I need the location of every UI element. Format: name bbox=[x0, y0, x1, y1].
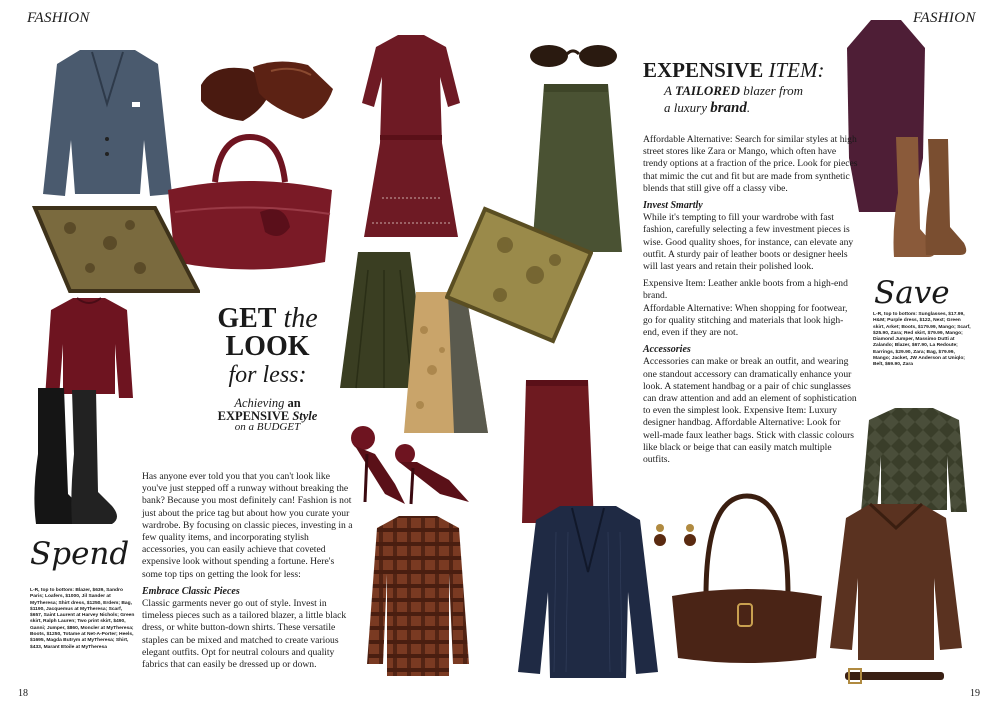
heels-image bbox=[345, 424, 473, 509]
title-the: the bbox=[276, 303, 318, 334]
title-get: GET bbox=[217, 303, 277, 334]
section-header-left: FASHION bbox=[27, 10, 90, 26]
accessories-heading: Accessories bbox=[643, 344, 691, 356]
save-label: Save bbox=[874, 275, 950, 311]
expensive-sub-c: blazer from bbox=[739, 83, 804, 98]
save-credits: L-R, top to bottom: Sunglasses, $17.99, H&M; Purple dress, $122, Next; Green skirt, Arket; Boots, $179.99, Mango; Scarf, $25.90, Zara; Red skirt, $79.99, Mango; Diamond Jumper, Massimo Dutti at Zalando; Blazer, $67.90, La Redoute; Earrings, $29.90, Zara; Bag, $79.99, Mango; Jacket, JW Anderson at Uniqlo; Belt, $69.90, Zara bbox=[873, 312, 971, 368]
alternative-paragraph: Affordable Alternative: Search for similar styles at high street stores like Zara or Mango, which often have trendy options at a fraction of the price. Look for pieces that mimic the cut and fit but are made from synthetic blends that still give off a classy vibe. bbox=[643, 134, 858, 194]
expensive-sub-f: . bbox=[746, 100, 751, 115]
spend-label: Spend bbox=[30, 536, 130, 572]
scarf-image bbox=[30, 203, 200, 295]
invest-paragraph: While it's tempting to fill your wardrobe with fast fashion, carefully selecting a few investment pieces is wise. Good quality shoes, for instance, can elevate any outfit. A sturdy pair of leather boots or designer heels will last years and retain their polished look. bbox=[643, 212, 854, 273]
subtitle-expensive: EXPENSIVE bbox=[217, 408, 293, 423]
blazer-image bbox=[40, 44, 175, 202]
boots-image bbox=[28, 384, 126, 532]
boots-alternative-paragraph: Affordable Alternative: When shopping for footwear, go for quality stitching and materials that look high-end, even if they are not. bbox=[643, 302, 848, 339]
expensive-sub-brand: brand bbox=[710, 100, 747, 116]
invest-heading: Invest Smartly bbox=[643, 200, 703, 212]
left-body-text bbox=[142, 471, 355, 676]
subtitle-an: an bbox=[287, 396, 301, 410]
expensive-item-title bbox=[643, 58, 843, 117]
subtitle-style: Style bbox=[292, 408, 318, 423]
pinstripe-blazer-image bbox=[516, 502, 661, 682]
title-for-less: for less: bbox=[228, 362, 307, 388]
expensive-word: EXPENSIVE bbox=[643, 58, 764, 82]
shoulder-bag-image bbox=[666, 492, 828, 664]
plaid-shirt-image bbox=[365, 514, 472, 680]
expensive-sub-d: a luxury bbox=[664, 100, 711, 115]
item-word: ITEM: bbox=[763, 58, 825, 82]
belt-image bbox=[843, 666, 946, 686]
classic-paragraph: Classic garments never go out of style. Invest in timeless pieces such as a tailored blazer, a little black dress, or white button-down shirts. These versatile staples can be mixed and matched to create various elegant outfits. Opt for neutral colours and quality fabrics that can easily be dressed up or down. bbox=[142, 598, 347, 671]
brown-jacket-image bbox=[826, 498, 966, 664]
paisley-scarf-image bbox=[445, 205, 593, 345]
feature-title bbox=[195, 305, 340, 433]
spend-credits: L-R, top to bottom: Blazer, $639, Sandro Paris; Loafers, $1000, Jil Sander at MyTheresa; Shirt dress, $1250, Erdem; Bag, $1190, Jacquemus at MyTheresa; Scarf, $657, Saint Laurent at Harvey Nichols; Green skirt, Ralph Lauren; Two print skirt, $490, Ganni; Jumper, $860, Moncler at MyTheresa; Boots, $1250, Totame at Net-A-Porter; Heels, $1695, Magda Butrym at MyTheresa; Shirt, $433, Marant Etoile at MyTheresa bbox=[30, 588, 135, 650]
cowboy-boots-image bbox=[890, 133, 970, 261]
title-look: LOOK bbox=[225, 331, 310, 362]
accessories-paragraph: Accessories can make or break an outfit, and wearing one standout accessory can dramatically enhance your look. A statement handbag or a pair of chic sunglasses can draw attention and add an element of sophistication to even the simplest look. Expensive Item: Luxury designer handbag. Affordable Alternative: Look for well-made faux leather bags. Stick with classic colours like black or beige that can easily match multiple outfits. bbox=[643, 356, 857, 466]
page-number-right: 19 bbox=[970, 688, 980, 699]
sunglasses-image bbox=[527, 42, 620, 72]
page-number-left: 18 bbox=[18, 688, 28, 699]
intro-paragraph: Has anyone ever told you that you can't look like you've just stepped off a runway without breaking the bank? Because you most definitely can! Fashion is not just about the price tag but about how you curate your wardrobe. By focusing on classic pieces, investing in a few quality items, and incorporating stylish accessories, you can easily achieve that coveted expensive look without spending a fortune. Here's some top tips on getting the look for less: bbox=[142, 471, 353, 580]
subtitle-achieving: Achieving bbox=[234, 396, 288, 410]
section-header-right: FASHION bbox=[913, 10, 976, 26]
classic-heading: Embrace Classic Pieces bbox=[142, 585, 240, 597]
loafers-image bbox=[193, 55, 338, 127]
subtitle-budget: on a BUDGET bbox=[234, 421, 301, 433]
expensive-sub-a: A bbox=[664, 83, 675, 98]
boots-expensive-paragraph: Expensive Item: Leather ankle boots from a high-end brand. bbox=[643, 278, 848, 302]
expensive-sub-tailored: TAILORED bbox=[674, 83, 740, 98]
right-body-text bbox=[643, 134, 858, 471]
